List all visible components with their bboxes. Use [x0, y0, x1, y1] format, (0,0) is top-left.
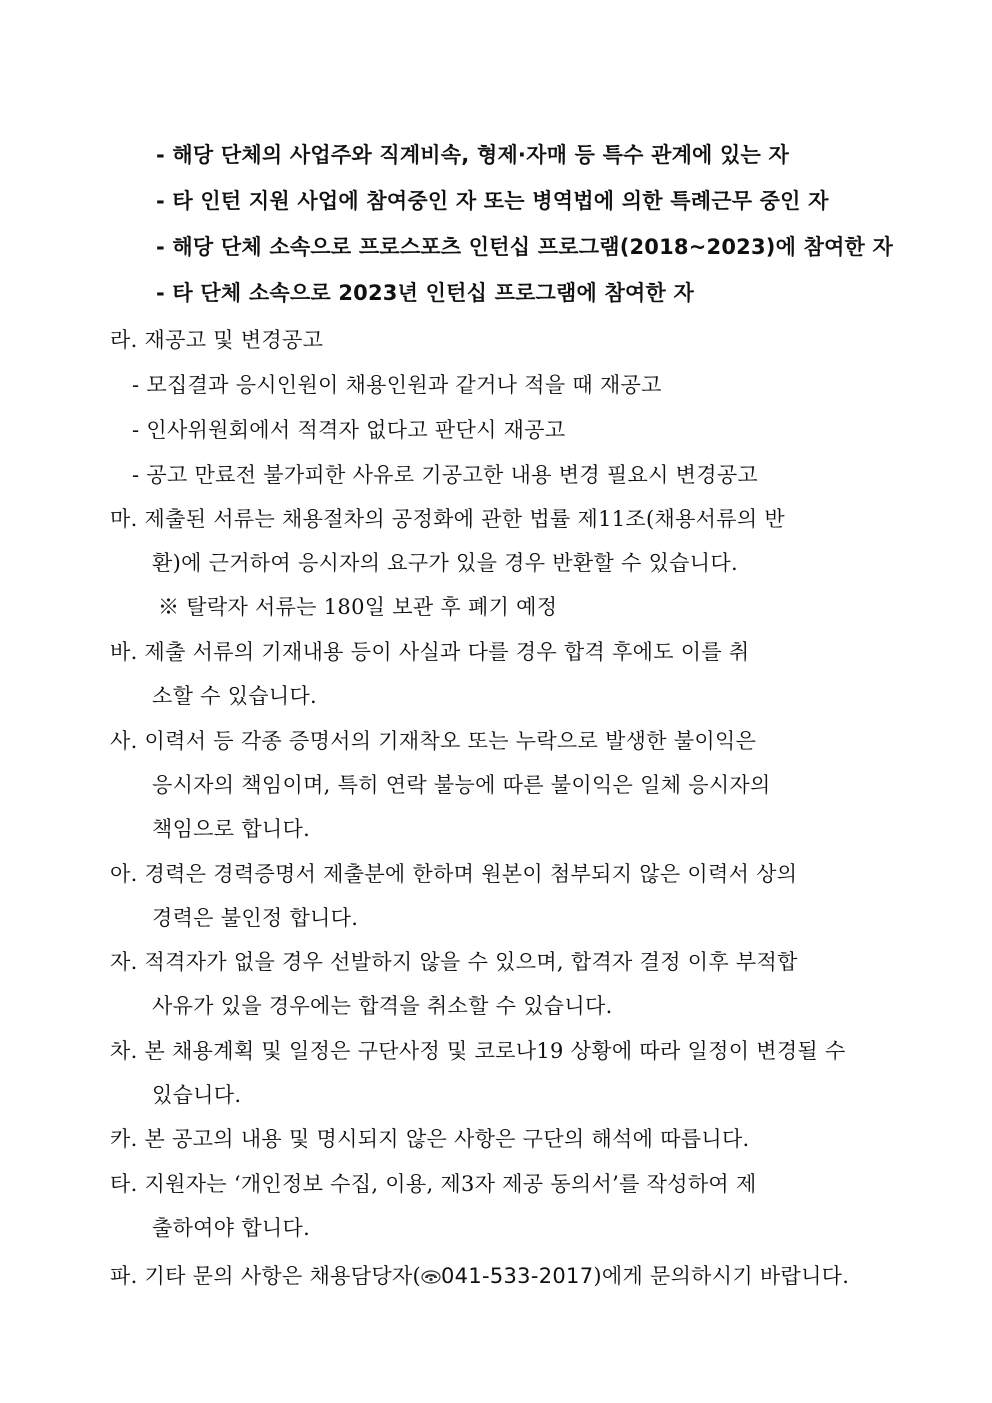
section-ta-line-1: 타. 지원자는 ‘개인정보 수집, 이용, 제3자 제공 동의서’를 작성하여 제: [110, 1172, 757, 1196]
exclusion-item-3: - 해당 단체 소속으로 프로스포츠 인턴십 프로그램(2018~2023)에 참여한 자: [156, 235, 894, 259]
section-pa-suffix: )에게 문의하시기 바랍니다.: [593, 1264, 850, 1288]
section-ka-line-1: 카. 본 공고의 내용 및 명시되지 않은 사항은 구단의 해석에 따릅니다.: [110, 1127, 750, 1151]
section-sa-line-2: 응시자의 책임이며, 특히 연락 불능에 따른 불이익은 일체 응시자의: [152, 773, 771, 797]
section-ta-line-2: 출하여야 합니다.: [152, 1216, 311, 1240]
section-sa-line-1: 사. 이력서 등 각종 증명서의 기재착오 또는 누락으로 발생한 불이익은: [110, 729, 757, 753]
section-ra-item-2: - 인사위원회에서 적격자 없다고 판단시 재공고: [132, 418, 566, 442]
section-cha-line-2: 있습니다.: [152, 1083, 242, 1107]
section-ma-line-1: 마. 제출된 서류는 채용절차의 공정화에 관한 법률 제11조(채용서류의 반: [110, 507, 785, 531]
section-a-line-2: 경력은 불인정 합니다.: [152, 906, 359, 930]
telephone-icon: [421, 1270, 441, 1284]
exclusion-item-1: - 해당 단체의 사업주와 직계비속, 형제·자매 등 특수 관계에 있는 자: [156, 143, 790, 167]
section-ra-heading: 라. 재공고 및 변경공고: [110, 328, 324, 352]
section-sa-line-3: 책임으로 합니다.: [152, 817, 311, 841]
section-ra-item-3: - 공고 만료전 불가피한 사유로 기공고한 내용 변경 필요시 변경공고: [132, 463, 758, 487]
section-a-line-1: 아. 경력은 경력증명서 제출분에 한하며 원본이 첨부되지 않은 이력서 상의: [110, 862, 798, 886]
section-ba-line-2: 소할 수 있습니다.: [152, 684, 318, 708]
section-ma-note: ※ 탈락자 서류는 180일 보관 후 폐기 예정: [158, 595, 558, 619]
section-pa-prefix: 파. 기타 문의 사항은 채용담당자(: [110, 1264, 421, 1288]
section-cha-line-1: 차. 본 채용계획 및 일정은 구단사정 및 코로나19 상황에 따라 일정이 변경될 수: [110, 1039, 846, 1063]
exclusion-item-2: - 타 인턴 지원 사업에 참여중인 자 또는 병역법에 의한 특례근무 중인 자: [156, 189, 829, 213]
section-ma-line-2: 환)에 근거하여 응시자의 요구가 있을 경우 반환할 수 있습니다.: [152, 551, 738, 575]
contact-phone-number: 041-533-2017: [441, 1264, 594, 1288]
section-pa-line: [110, 1261, 849, 1291]
section-ra-item-1: - 모집결과 응시인원이 채용인원과 같거나 적을 때 재공고: [132, 373, 662, 397]
section-ja-line-1: 자. 적격자가 없을 경우 선발하지 않을 수 있으며, 합격자 결정 이후 부적합: [110, 950, 798, 974]
section-ba-line-1: 바. 제출 서류의 기재내용 등이 사실과 다를 경우 합격 후에도 이를 취: [110, 640, 750, 664]
section-ja-line-2: 사유가 있을 경우에는 합격을 취소할 수 있습니다.: [152, 994, 613, 1018]
exclusion-item-4: - 타 단체 소속으로 2023년 인턴십 프로그램에 참여한 자: [156, 281, 694, 305]
